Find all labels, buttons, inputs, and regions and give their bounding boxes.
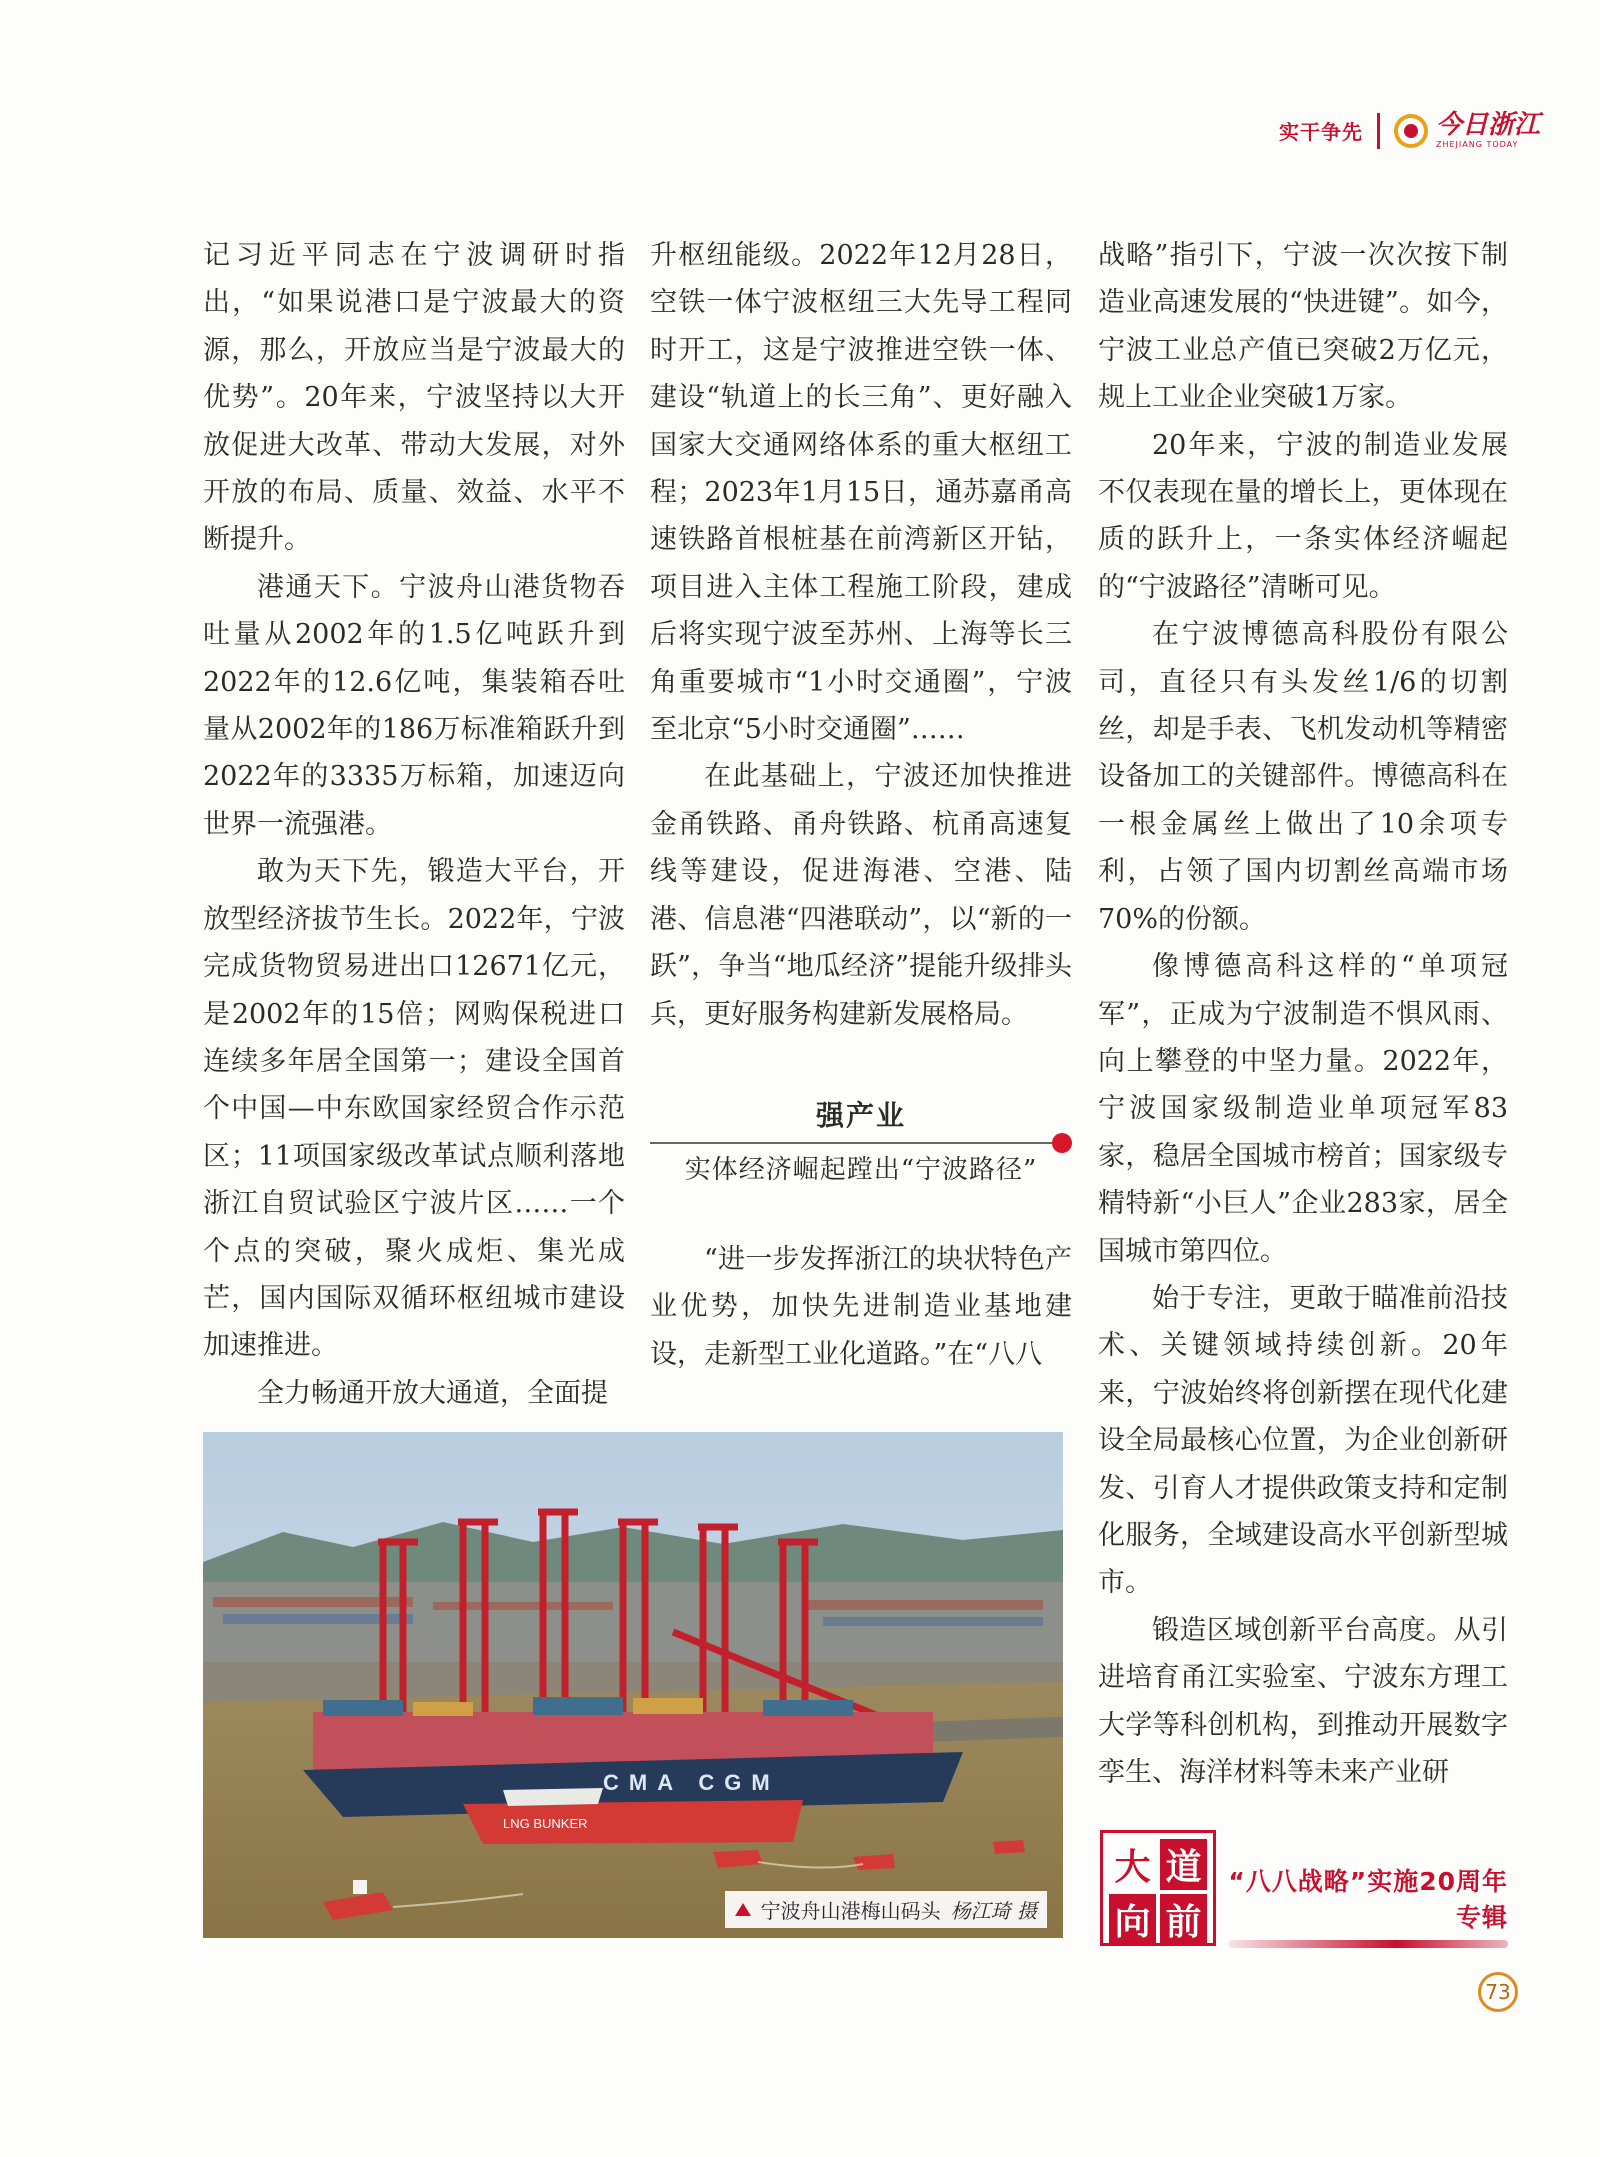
- seal-char: 向: [1109, 1894, 1156, 1945]
- page-number: 73: [1478, 1972, 1518, 2012]
- paragraph: 始于专注，更敢于瞄准前沿技术、关键领域持续创新。20年来，宁波始终将创新摆在现代化建设全局最核心位置，为企业创新研发、引育人才提供政策支持和定制化服务，全域建设高水平创新型城市。: [1098, 1282, 1508, 1599]
- seal-char: 大: [1114, 1846, 1151, 1888]
- subhead-subtitle: 实体经济崛起蹚出“宁波路径”: [684, 1154, 1038, 1185]
- paragraph: 像博德高科这样的“单项冠军”，正成为宁波制造不惧风雨、向上攀登的中坚力量。2022年，宁波国家级制造业单项冠军83家，稳居全国城市榜首；国家级专精特新“小巨人”企业283家，居全国城市第四位。: [1098, 951, 1508, 1267]
- paragraph: 记习近平同志在宁波调研时指出，“如果说港口是宁波最大的资源，那么，开放应当是宁波最大的优势”。20年来，宁波坚持以大开放促进大改革、带动大发展，对外开放的布局、质量、效益、水平不断提升。: [203, 240, 625, 556]
- seal-logo: [1100, 1830, 1216, 1946]
- paragraph: 港通天下。宁波舟山港货物吞吐量从2002年的1.5亿吨跃升到2022年的12.6亿吨，集装箱吞吐量从2002年的186万标准箱跃升到2022年的3335万标箱，加速迈向世界一流强港。: [203, 571, 625, 840]
- paragraph: 锻造区域创新平台高度。从引进培育甬江实验室、宁波东方理工大学等科创机构，到推动开展数字孪生、海洋材料等未来产业研: [1098, 1614, 1508, 1788]
- paragraph: 20年来，宁波的制造业发展不仅表现在量的增长上，更体现在质的跃升上，一条实体经济崛起的“宁波路径”清晰可见。: [1098, 429, 1508, 603]
- column-1: [203, 232, 625, 1417]
- subhead-rule: [650, 1142, 1062, 1144]
- column-2: [650, 232, 1072, 1378]
- bunker-label: LNG BUNKER: [503, 1816, 588, 1831]
- paragraph: 敢为天下先，锻造大平台，开放型经济拔节生长。2022年，宁波完成货物贸易进出口12671亿元，是2002年的15倍；网购保税进口连续多年居全国第一；建设全国首个中国—中东欧国家经贸合作示范区；11项国家级改革试点顺利落地浙江自贸试验区宁波片区……一个个点的突破，聚火成炬、集光成芒，国内国际双循环枢纽城市建设加速推进。: [203, 856, 625, 1362]
- magazine-logo: [1394, 112, 1540, 149]
- paragraph: 战略”指引下，宁波一次次按下制造业高速发展的“快进键”。如今，宁波工业总产值已突破2万亿元，规上工业企业突破1万家。: [1098, 240, 1508, 414]
- photo-credit: 杨江琦 摄: [950, 1899, 1037, 1923]
- seal-char: 前: [1160, 1894, 1207, 1945]
- logo-title: 今日浙江: [1435, 110, 1540, 140]
- paragraph: 升枢纽能级。2022年12月28日，空铁一体宁波枢纽三大先导工程同时开工，这是宁波推进空铁一体、建设“轨道上的长三角”、更好融入国家大交通网络体系的重大枢纽工程；2023年1月15日，通苏嘉甬高速铁路首根桩基在前湾新区开钻，项目进入主体工程施工阶段，建成后将实现宁波至苏州、上海等长三角重要城市“1小时交通圈”，宁波至北京“5小时交通圈”……: [650, 240, 1072, 746]
- column-3: [1098, 232, 1508, 1796]
- paragraph: 全力畅通开放大通道，全面提: [257, 1377, 608, 1409]
- seal-char: 道: [1160, 1839, 1207, 1890]
- brush-stroke: [1228, 1940, 1508, 1948]
- paragraph: 在此基础上，宁波还加快推进金甬铁路、甬舟铁路、杭甬高速复线等建设，促进海港、空港、陆港、信息港“四港联动”，以“新的一跃”，争当“地瓜经济”提能升级排头兵，更好服务构建新发展格局。: [650, 761, 1072, 1030]
- paragraph: “进一步发挥浙江的块状特色产业优势，加快先进制造业基地建设，走新型工业化道路。”在“八八: [650, 1243, 1072, 1370]
- paragraph: 在宁波博德高科股份有限公司，直径只有头发丝1/6的切割丝，却是手表、飞机发动机等精密设备加工的关键部件。博德高科在一根金属丝上做出了10余项专利，占领了国内切割丝高端市场70%的份额。: [1098, 619, 1508, 935]
- logo-icon: [1394, 114, 1428, 148]
- caption-triangle-icon: [735, 1903, 751, 1916]
- caption-text: 宁波舟山港梅山码头: [760, 1899, 941, 1923]
- page-header: [1279, 112, 1540, 149]
- header-divider: [1377, 113, 1380, 149]
- special-issue-title: “八八战略”实施20周年专辑: [1228, 1867, 1508, 1932]
- logo-subtitle: ZHEJIANG TODAY: [1435, 140, 1519, 149]
- red-dot-icon: [1052, 1133, 1072, 1153]
- port-photo: [203, 1432, 1063, 1938]
- section-subhead: [650, 1090, 1072, 1196]
- special-issue-banner: [1228, 1862, 1508, 1948]
- photo-caption: [725, 1891, 1047, 1928]
- subhead-title: 强产业: [815, 1098, 906, 1132]
- section-label: 实干争先: [1278, 120, 1363, 144]
- ship-hull-label: CMA CGM: [603, 1770, 780, 1795]
